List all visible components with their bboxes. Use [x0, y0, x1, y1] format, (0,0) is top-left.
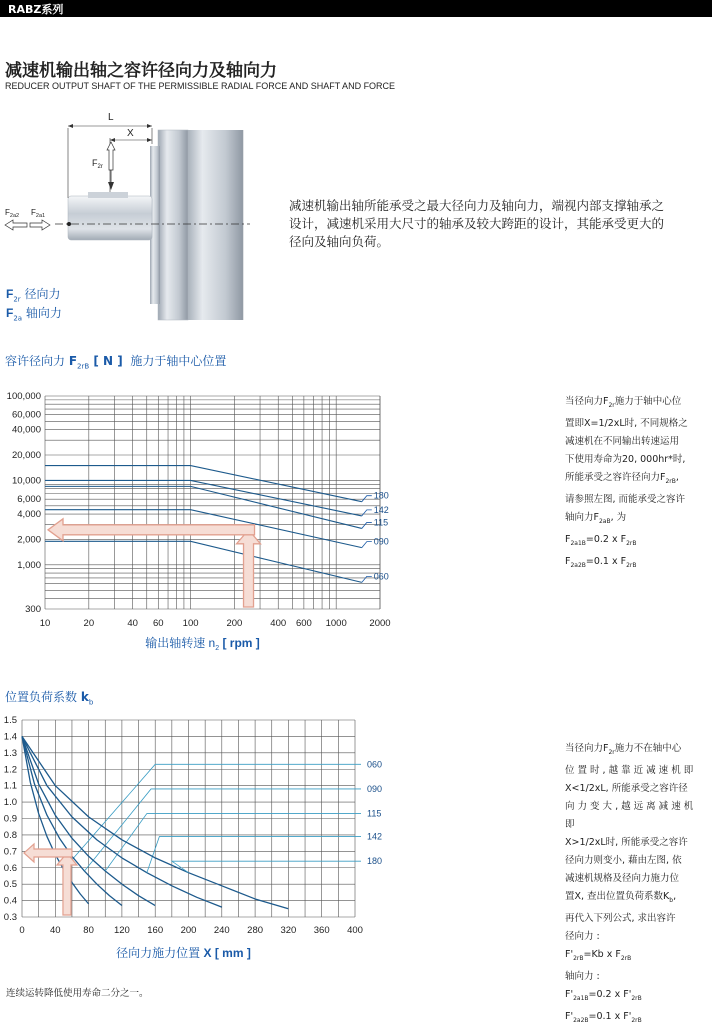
- svg-text:F2r: $F_{2r}$: [92, 158, 103, 170]
- axial-force-right-arrow: [30, 220, 50, 230]
- label-X: X: [127, 128, 134, 139]
- page-title: 减速机输出轴之容许径向力及轴向力: [5, 61, 277, 81]
- y-tick-label: 1.4: [3, 731, 17, 743]
- x-tick-label: 400: [347, 925, 363, 936]
- housing-body: [185, 130, 243, 320]
- description: 减速机输出轴所能承受之最大径向力及轴向力，端视内部支撑轴承之设计，减速机采用大尺寸的轴承及较大跨距的设计，其能承受更大的径向及轴向负荷。: [289, 198, 665, 249]
- x-tick-label: 1000: [325, 618, 347, 629]
- y-tick-label: 0.7: [3, 846, 17, 858]
- y-tick-label: 0.3: [3, 912, 17, 923]
- x-tick-label: 320: [280, 925, 297, 936]
- y-tick-label: 60,000: [11, 409, 41, 421]
- series-leader-060: [362, 576, 372, 582]
- y-tick-label: 0.9: [3, 813, 17, 825]
- x-tick-label: 360: [313, 925, 330, 936]
- chart2-title: 位置负荷系数 $k_b$: [5, 690, 94, 707]
- x-tick-label: 40: [127, 618, 138, 629]
- legend-axial: $F_{2a}$ 轴向力: [6, 306, 62, 323]
- series-leader-060: [64, 764, 361, 869]
- series-label-115: 115: [373, 517, 389, 528]
- series-label: RABZ系列: [8, 3, 64, 16]
- x-tick-label: 200: [180, 925, 197, 936]
- y-tick-label: 20,000: [11, 450, 41, 462]
- x-tick-label: 0: [19, 925, 25, 936]
- axial-force-left-arrow: [5, 220, 27, 230]
- x-tick-label: 2000: [369, 618, 391, 629]
- chart1-title: 容许径向力 $F_{2rB}$ [ N ] 施力于轴中心位置: [5, 354, 227, 371]
- radial-force-arrow: [107, 142, 115, 170]
- y-tick-label: 10,000: [11, 475, 41, 487]
- series-label-180: 180: [373, 490, 389, 501]
- series-label-090: 090: [367, 783, 383, 794]
- series-line-115: [45, 486, 362, 528]
- series-leader-180: [362, 496, 372, 502]
- x-tick-label: 60: [152, 618, 164, 629]
- y-tick-label: 40,000: [11, 424, 41, 436]
- output-shaft: [68, 196, 152, 240]
- housing-flange: [158, 130, 188, 320]
- series-leader-115: [105, 814, 361, 871]
- svg-text:F2a2: $F_{2a2}$: [5, 208, 20, 219]
- lookup-arrow-left: [48, 519, 255, 541]
- series-leader-090: [362, 542, 372, 548]
- series-label-060: 060: [373, 571, 389, 582]
- x-axis-label: 输出轴转速 $n_2$ [ rpm ]: [145, 636, 260, 652]
- y-tick-label: 1.2: [3, 764, 17, 776]
- page-subtitle: REDUCER OUTPUT SHAFT OF THE PERMISSIBLE RADIAL FORCE AND SHAFT AND FORCE: [5, 81, 396, 91]
- x-tick-label: 160: [147, 925, 164, 936]
- y-tick-label: 0.4: [3, 895, 17, 907]
- series-label-090: 090: [373, 536, 389, 547]
- x-tick-label: 120: [113, 925, 130, 936]
- legend-radial: $F_{2r}$ 径向力: [6, 287, 61, 304]
- x-tick-label: 10: [39, 618, 51, 629]
- x-tick-label: 40: [50, 925, 61, 936]
- y-tick-label: 100,000: [6, 391, 41, 402]
- series-label-142: 142: [373, 504, 389, 515]
- top-bar: [0, 0, 712, 17]
- y-tick-label: 0.8: [3, 829, 17, 841]
- series-leader-115: [362, 522, 372, 528]
- y-tick-label: 1.5: [3, 715, 17, 726]
- series-line-060: [45, 541, 362, 582]
- x-tick-label: 280: [247, 925, 264, 936]
- series-leader-180: [172, 861, 361, 872]
- x-tick-label: 600: [295, 618, 312, 629]
- x-tick-label: 80: [83, 925, 94, 936]
- x-tick-label: 400: [270, 618, 287, 629]
- series-leader-090: [84, 789, 361, 871]
- y-tick-label: 0.5: [3, 879, 17, 891]
- y-tick-label: 2,000: [17, 534, 41, 546]
- footnote: 连续运转降低使用寿命二分之一。: [6, 988, 149, 999]
- x-tick-label: 100: [182, 618, 199, 629]
- y-tick-label: 300: [25, 604, 41, 615]
- series-label-060: 060: [367, 759, 383, 770]
- x-tick-label: 200: [226, 618, 243, 629]
- label-L: L: [108, 112, 114, 123]
- y-tick-label: 1.3: [3, 747, 17, 759]
- series-line-142: [45, 480, 362, 515]
- radial-force-chart: [0, 380, 420, 655]
- y-tick-label: 6,000: [17, 494, 41, 506]
- y-tick-label: 4,000: [17, 509, 41, 521]
- y-tick-label: 1.1: [3, 780, 17, 792]
- load-factor-chart: [0, 710, 420, 965]
- y-tick-label: 1,000: [17, 559, 41, 571]
- y-tick-label: 0.6: [3, 862, 17, 874]
- svg-text:F2a1: $F_{2a1}$: [31, 208, 46, 219]
- y-tick-label: 1.0: [3, 797, 17, 809]
- series-leader-142: [362, 510, 372, 516]
- x-tick-label: 20: [83, 618, 95, 629]
- chart1-note: 当径向力$F_{2r}$施力于轴中心位 置即X=1/2xL时, 不同规格之 减速机在不同输出转速运用 下使用寿命为20, 000hr*时, 所能承受之容许径向力$F_{2rB}$, 请参照左图, 而能承受之容许 轴向力$F_{2aB}$, 为 $F_{2a1B}=0.2$ x $F_{2rB}$ $F_{2a2B}=0.1$ x $F_{2rB}$: [565, 396, 688, 569]
- series-leader-142: [147, 837, 361, 873]
- series-label-142: 142: [367, 831, 383, 842]
- lookup-arrow-up: [237, 530, 261, 607]
- series-label-180: 180: [367, 856, 383, 867]
- chart2-note: 当径向力$F_{2r}$施力不在轴中心 位 置 时 , 越 靠 近 减 速 机 即 X<1/2xL, 所能承受之容许径 向 力 变 大 , 越 远 离 减 速 机 即 X>1/2xL时, 所能承受之容许 径向力则变小, 藉由左图, 依 减速机规格及径向力施力位 置X, 查出位置负荷系数$K_b$, 再代入下列公式, 求出容许 径向力 : $F'_{2rB}=Kb$ x $F_{2rB}$ 轴向力 : $F'_{2a1B}=0.2$ x $F'_{2rB}$ $F'_{2a2B}=0.1$ x $F'_{2rB}$: [565, 743, 694, 1024]
- series-label-115: 115: [367, 808, 382, 819]
- x-axis-label: 径向力施力位置 X [ mm ]: [116, 946, 251, 960]
- x-tick-label: 240: [213, 925, 230, 936]
